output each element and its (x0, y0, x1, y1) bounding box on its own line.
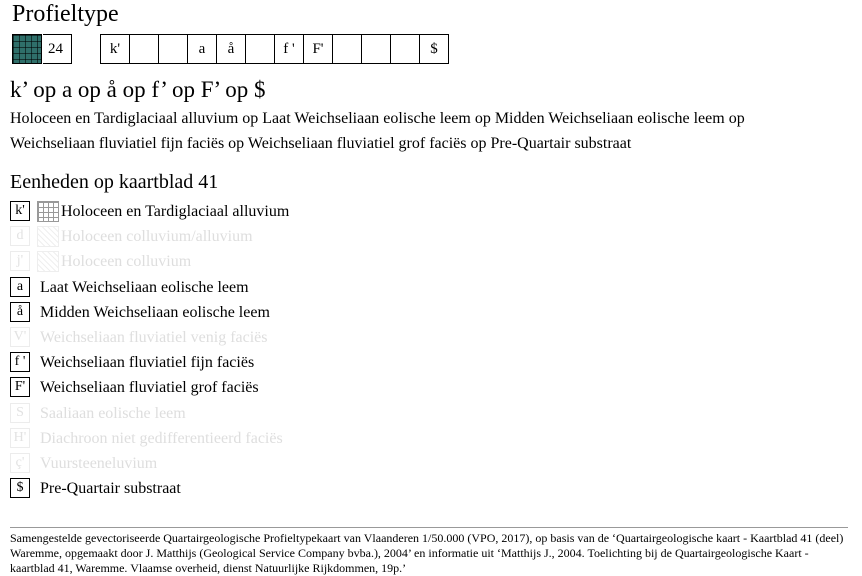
unit-code-box: $ (10, 478, 30, 498)
unit-label: Weichseliaan fluviatiel grof faciës (40, 379, 259, 397)
profile-cell: $ (419, 34, 449, 64)
unit-label: Midden Weichseliaan eolische leem (40, 303, 270, 321)
unit-code-box: ç' (10, 453, 30, 473)
unit-code-box: å (10, 302, 30, 322)
unit-code-box: V' (10, 327, 30, 347)
page-title: Profieltype (12, 1, 119, 27)
profile-cell (129, 34, 159, 64)
unit-code-box: a (10, 277, 30, 297)
unit-label: Saaliaan eolische leem (40, 404, 186, 422)
profile-number: 24 (43, 34, 72, 64)
profile-cell (245, 34, 275, 64)
profile-cell (158, 34, 188, 64)
profile-color-swatch (12, 34, 42, 64)
unit-label: Pre-Quartair substraat (40, 480, 181, 498)
unit-code-box: H' (10, 428, 30, 448)
profile-cell: f ' (274, 34, 304, 64)
unit-label: Holoceen colluvium (61, 253, 192, 271)
profile-cell (332, 34, 362, 64)
unit-code-box: j' (10, 251, 30, 271)
unit-label: Holoceen colluvium/alluvium (61, 228, 253, 246)
unit-label: Diachroon niet gedifferentieerd faciës (40, 429, 283, 447)
profile-cell: a (187, 34, 217, 64)
unit-label: Laat Weichseliaan eolische leem (40, 278, 249, 296)
profile-cell (390, 34, 420, 64)
unit-code-box: f ' (10, 352, 30, 372)
unit-label: Weichseliaan fluviatiel venig faciës (40, 328, 268, 346)
profile-formula: k’ op a op å op f’ op F’ op $ (10, 77, 266, 102)
units-heading: Eenheden op kaartblad 41 (10, 171, 219, 193)
unit-label: Vuursteeneluvium (40, 454, 158, 472)
unit-code-box: S (10, 403, 30, 423)
unit-pattern-swatch (37, 201, 59, 222)
unit-code-box: k' (10, 201, 30, 221)
profile-cell: å (216, 34, 246, 64)
unit-pattern-swatch (37, 226, 59, 247)
footer-divider (10, 527, 848, 528)
profile-cell: F' (303, 34, 333, 64)
unit-pattern-swatch (37, 251, 59, 272)
unit-code-box: F' (10, 377, 30, 397)
source-note: Samengestelde gevectoriseerde Quartairgeologische Profieltypekaart van Vlaanderen 1/50.000 (VPO, 2017), op basis van de ‘Quartairgeologische kaart - Kaartblad 41 (deel) Waremme, opgemaakt door J. Matthijs (Geological Service Company bvba.), 2004’ en informatie uit ‘Matthijs J., 2004. Toelichting bij de Quartairgeologische Kaart - kaartblad 41, Waremme. Vlaamse overheid, dienst Natuurlijke Rijkdommen, 19p.’ (10, 531, 844, 575)
unit-label: Holoceen en Tardiglaciaal alluvium (61, 203, 290, 220)
profile-cells (101, 34, 449, 64)
unit-code-box: d (10, 226, 30, 246)
profile-cell (361, 34, 391, 64)
unit-label: Weichseliaan fluviatiel fijn faciës (40, 354, 255, 372)
profile-description: Holoceen en Tardiglaciaal alluvium op Laat Weichseliaan eolische leem op Midden Weichseliaan eolische leem op Weichseliaan fluviatiel fijn faciës op Weichseliaan fluviatiel grof faciës op Pre-Quartair substraat (10, 110, 745, 152)
profile-cell: k' (100, 34, 130, 64)
